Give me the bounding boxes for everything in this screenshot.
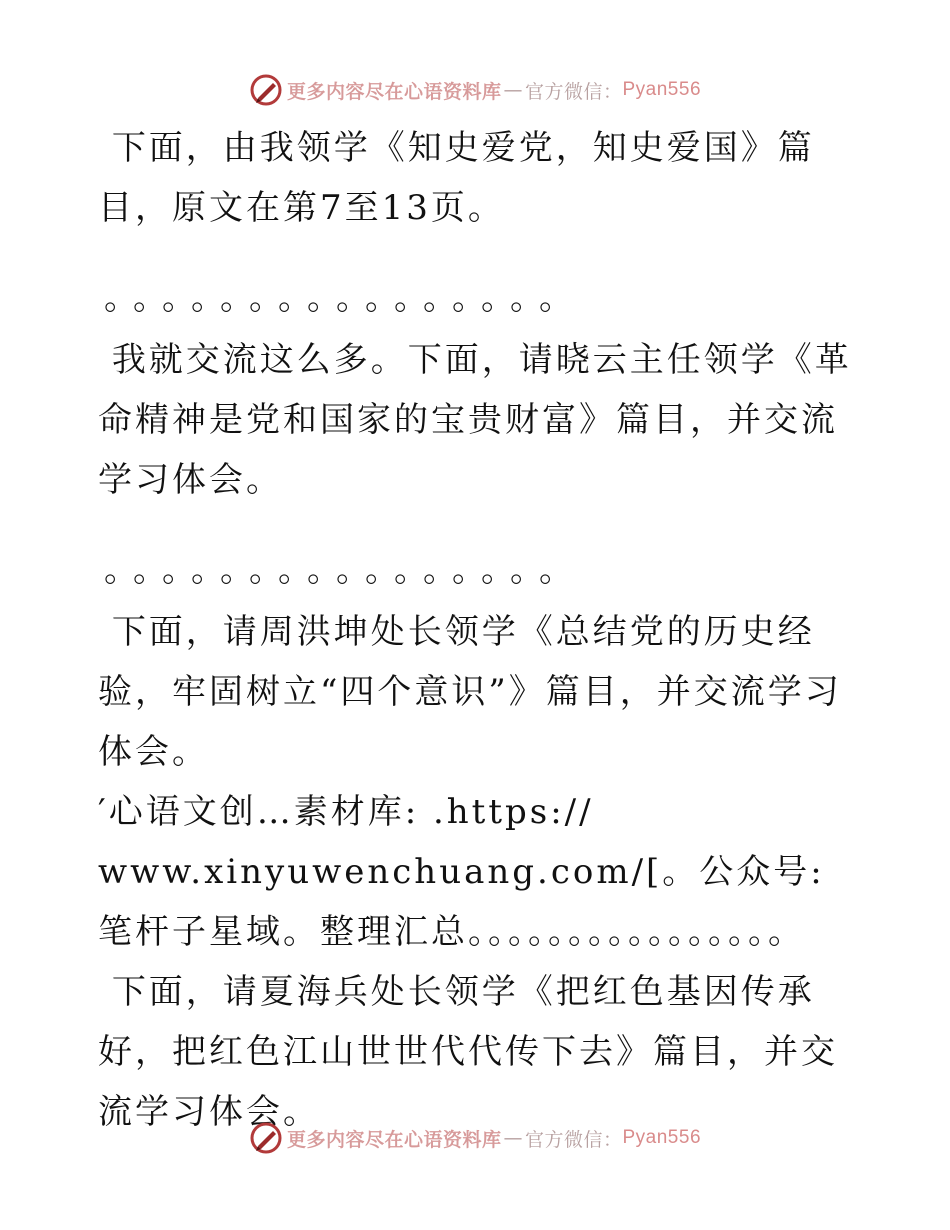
banner-label: 更多内容尽在心语资料库	[286, 80, 502, 103]
paragraph-2: 我就交流这么多。下面，请晓云主任领学《革命精神是党和国家的宝贵财富》篇目，并交流学习体会。	[98, 340, 852, 500]
pen-logo-icon	[249, 73, 283, 107]
paragraph-5: 下面，请夏海兵处长领学《把红色基因传承好，把红色江山世世代代传下去》篇目，并交流学习体会。	[98, 972, 838, 1132]
ellipsis-line-1: 。。。。。。。。。。。。。。。。	[104, 278, 585, 318]
header-banner	[0, 70, 950, 110]
banner-dash: —	[503, 79, 523, 101]
banner-dash: —	[503, 1127, 523, 1149]
banner-wechat-id: Pyan556	[622, 1127, 702, 1148]
paragraph-4-line-1: ′心语文创…素材库: .https://	[98, 792, 594, 832]
banner-wechat-label: 官方微信：	[524, 1128, 623, 1151]
paragraph-1: 下面，由我领学《知史爱党，知史爱国》篇目，原文在第7至13页。	[98, 128, 815, 228]
document-body	[98, 118, 868, 1142]
footer-banner	[0, 1118, 950, 1158]
banner-label: 更多内容尽在心语资料库	[286, 1128, 502, 1151]
pen-logo-icon	[249, 1121, 283, 1155]
paragraph-3: 下面，请周洪坤处长领学《总结党的历史经验，牢固树立“四个意识”》篇目，并交流学习体会。	[98, 612, 842, 772]
paragraph-4-line-2: www.xinyuwenchuang.com/[。公众号: 笔杆子星域。整理汇总。。。。。。。。。。。。。。。。	[98, 852, 839, 952]
ellipsis-line-2: 。。。。。。。。。。。。。。。。	[104, 550, 585, 590]
banner-wechat-label: 官方微信：	[524, 80, 623, 103]
banner-wechat-id: Pyan556	[622, 79, 702, 100]
